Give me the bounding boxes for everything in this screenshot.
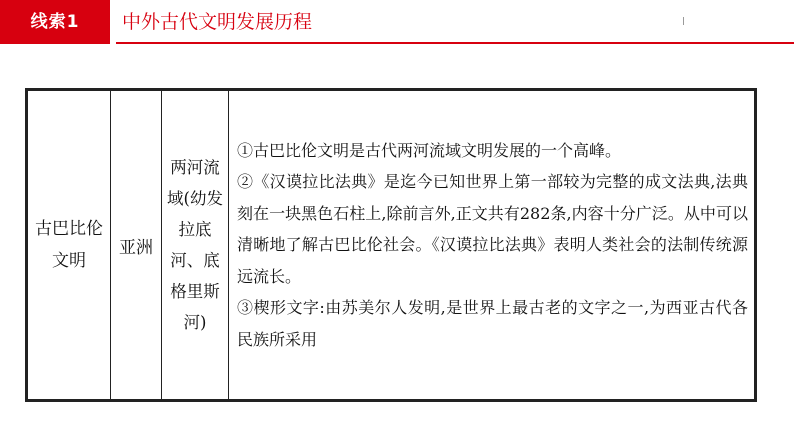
page-header bbox=[0, 0, 794, 44]
civilization-cell: 古巴比伦文明 bbox=[27, 90, 111, 401]
civilization-table bbox=[25, 88, 757, 402]
river-cell: 两河流域(幼发拉底河、底格里斯河) bbox=[162, 90, 229, 401]
tag-separator bbox=[110, 0, 116, 44]
clue-tag: 线索1 bbox=[0, 0, 110, 44]
detail-item: ②《汉谟拉比法典》是迄今已知世界上第一部较为完整的成文法典,法典刻在一块黑色石柱上,除前言外,正文共有282条,内容十分广泛。从中可以清晰地了解古巴比伦社会。《汉谟拉比法典》表明人类社会的法制传统源远流长。 bbox=[237, 172, 748, 286]
table-row bbox=[27, 90, 756, 401]
detail-item: ③楔形文字:由苏美尔人发明,是世界上最古老的文字之一,为西亚古代各民族所采用 bbox=[237, 298, 748, 349]
detail-cell bbox=[229, 90, 756, 401]
civilization-table-wrapper bbox=[25, 88, 757, 402]
detail-item: ①古巴比伦文明是古代两河流域文明发展的一个高峰。 bbox=[237, 140, 622, 160]
page-title: 中外古代文明发展历程 bbox=[122, 11, 313, 33]
region-cell: 亚洲 bbox=[111, 90, 162, 401]
header-divider-mark bbox=[683, 17, 684, 25]
